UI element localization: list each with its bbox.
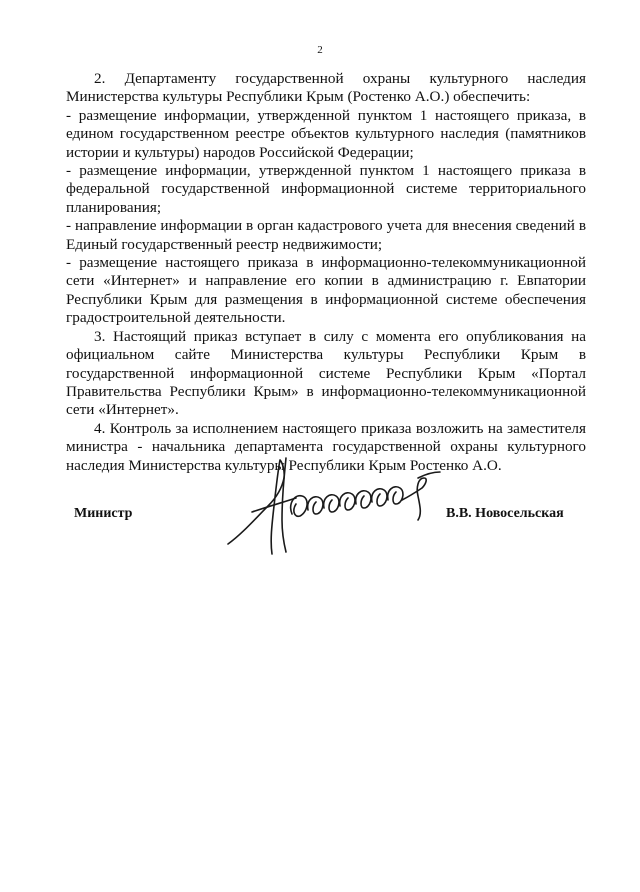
bullet-item-internet: - размещение настоящего приказа в информационно-телекоммуникационной сети «Интернет» и направление его копии в администрацию г. Евпатории Республики Крым для размещения в информационной системе обеспечения градостроительной деятельности. bbox=[66, 254, 586, 327]
bullet-item-federal-system: - размещение информации, утвержденной пунктом 1 настоящего приказа в федеральной государственной информационной системе территориального планирования; bbox=[66, 162, 586, 216]
signature-block bbox=[0, 448, 640, 568]
paragraph-item-2: 2. Департаменту государственной охраны культурного наследия Министерства культуры Республики Крым (Ростенко А.О.) обеспечить: bbox=[66, 70, 586, 106]
bullet-item-registry: - размещение информации, утвержденной пунктом 1 настоящего приказа, в едином государственном реестре объектов культурного наследия (памятников истории и культуры) народов Российской Федерации; bbox=[66, 106, 586, 161]
signer-name: В.В. Новосельская bbox=[446, 506, 564, 521]
bullet-item-cadastral: - направление информации в орган кадастрового учета для внесения сведений в Единый государственный реестр недвижимости; bbox=[66, 217, 586, 253]
paragraph-item-3: 3. Настоящий приказ вступает в силу с момента его опубликования на официальном сайте Министерства культуры Республики Крым в государственной информационной системе Республики Крым «Портал Правительства Республики Крым» в информационно-телекоммуникационной сети «Интернет». bbox=[66, 327, 586, 419]
signer-title: Министр bbox=[74, 506, 133, 521]
paragraph-item-4: 4. Контроль за исполнением настоящего приказа возложить на заместителя министра - начальника департамента государственной охраны культурного наследия Министерства культуры Республики Крым Ростенко А.О. bbox=[66, 419, 586, 474]
page-number: 2 bbox=[317, 44, 323, 56]
handwritten-signature bbox=[222, 448, 452, 566]
document-body bbox=[66, 70, 586, 475]
